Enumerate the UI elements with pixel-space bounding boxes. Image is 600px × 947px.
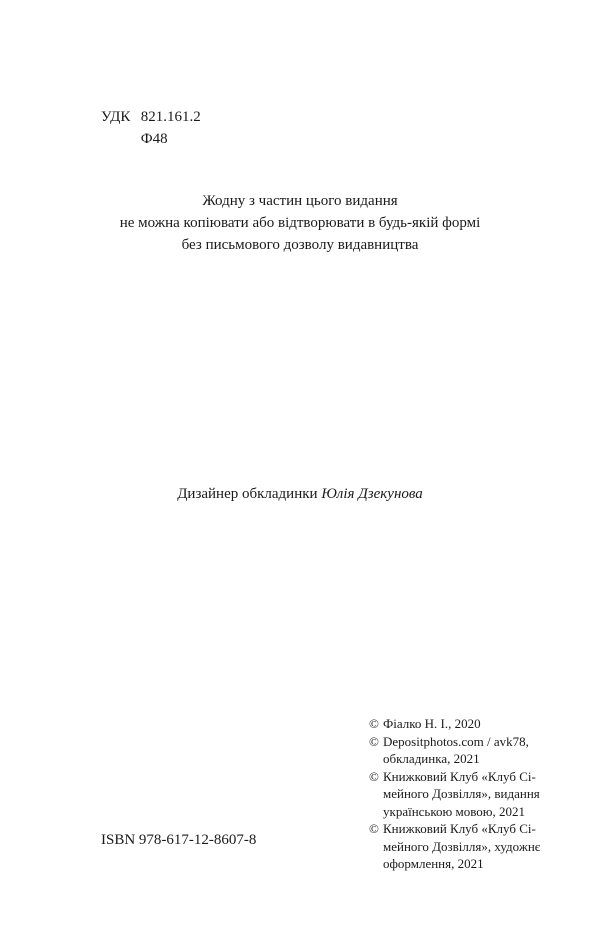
rights-item	[369, 733, 541, 768]
isbn: ISBN 978-617-12-8607-8	[101, 832, 257, 848]
cover-designer-credit	[0, 483, 600, 505]
author-code-row	[101, 128, 201, 150]
rights-line: Фіалко Н. І., 2020	[383, 716, 481, 731]
copyright-symbol: ©	[369, 768, 379, 784]
copyright-symbol: ©	[369, 821, 379, 836]
rights-line: оформлення, 2021	[383, 856, 484, 871]
rights-line: мейного Дозвілля», художнє	[383, 838, 541, 854]
designer-name: Юлія Дзекунова	[321, 486, 423, 502]
notice-line: не можна копіювати або відтворювати в будь-якій формі	[119, 215, 481, 231]
rights-line: Depositphotos.com / avk78,	[383, 733, 529, 749]
copyright-symbol: ©	[369, 733, 379, 749]
udk-value: 821.161.2	[140, 109, 201, 125]
rights-item	[369, 768, 541, 821]
copyright-notice	[0, 190, 600, 256]
rights-line: Книжковий Клуб «Клуб Сі-	[383, 768, 536, 784]
rights-line: обкладинка, 2021	[383, 751, 480, 766]
copyright-symbol: ©	[369, 716, 379, 731]
notice-line: Жодну з частин цього видання	[202, 193, 398, 209]
udk-row	[101, 106, 201, 128]
author-code: Ф48	[140, 131, 168, 147]
rights-item	[369, 820, 541, 873]
rights-line: Книжковий Клуб «Клуб Сі-	[383, 821, 536, 836]
designer-label: Дизайнер обкладинки	[177, 486, 318, 502]
rights-line: українською мовою, 2021	[383, 803, 525, 819]
rights-line: мейного Дозвілля», видання	[383, 786, 540, 801]
udk-label: УДК	[101, 109, 131, 125]
rights-item	[369, 715, 541, 733]
rights-list	[369, 715, 541, 873]
classification-block	[101, 106, 201, 150]
notice-line: без письмового дозволу видавництва	[181, 237, 419, 253]
